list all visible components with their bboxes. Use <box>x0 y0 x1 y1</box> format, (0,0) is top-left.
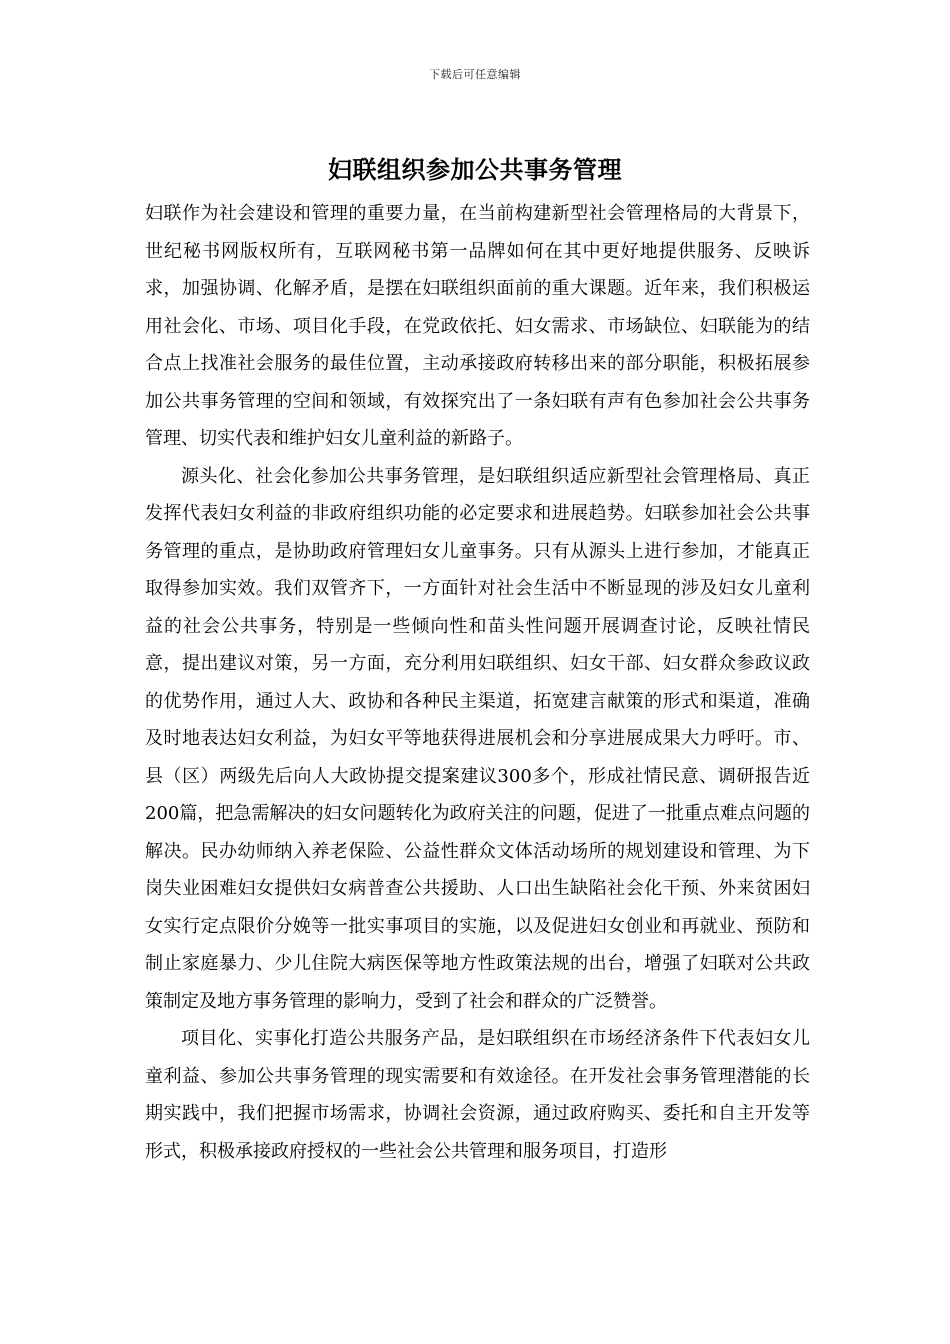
paragraph-project-services: 项目化、实事化打造公共服务产品，是妇联组织在市场经济条件下代表妇女儿童利益、参加公共事务管理的现实需要和有效途径。在开发社会事务管理潜能的长期实践中，我们把握市场需求，协调社会资源，通过政府购买、委托和自主开发等形式，积极承接政府授权的一些社会公共管理和服务项目，打造形 <box>145 1028 810 1162</box>
document-title: 妇联组织参加公共事务管理 <box>328 155 622 184</box>
paragraph-intro: 妇联作为社会建设和管理的重要力量，在当前构建新型社会管理格局的大背景下，世纪秘书网版权所有，互联网秘书第一品牌如何在其中更好地提供服务、反映诉求，加强协调、化解矛盾，是摆在妇联组织面前的重大课题。近年来，我们积极运用社会化、市场、项目化手段，在党政依托、妇女需求、市场缺位、妇联能为的结合点上找准社会服务的最佳位置，主动承接政府转移出来的部分职能，积极拓展参加公共事务管理的空间和领域，有效探究出了一条妇联有声有色参加社会公共事务管理、切实代表和维护妇女儿童利益的新路子。 <box>145 203 810 449</box>
header-note: 下载后可任意编辑 <box>429 68 521 81</box>
document-body <box>145 195 810 1170</box>
paragraph-source-participation: 源头化、社会化参加公共事务管理，是妇联组织适应新型社会管理格局、真正发挥代表妇女利益的非政府组织功能的必定要求和进展趋势。妇联参加社会公共事务管理的重点，是协助政府管理妇女儿童事务。只有从源头上进行参加，才能真正取得参加实效。我们双管齐下，一方面针对社会生活中不断显现的涉及妇女儿童利益的社会公共事务，特别是一些倾向性和苗头性问题开展调查讨论，反映社情民意，提出建议对策，另一方面，充分利用妇联组织、妇女干部、妇女群众参政议政的优势作用，通过人大、政协和各种民主渠道，拓宽建言献策的形式和渠道，准确及时地表达妇女利益，为妇女平等地获得进展机会和分享进展成果大力呼吁。市、县（区）两级先后向人大政协提交提案建议300多个，形成社情民意、调研报告近200篇，把急需解决的妇女问题转化为政府关注的问题，促进了一批重点难点问题的解决。民办幼师纳入养老保险、公益性群众文体活动场所的规划建设和管理、为下岗失业困难妇女提供妇女病普查公共援助、人口出生缺陷社会化干预、外来贫困妇女实行定点限价分娩等一批实事项目的实施，以及促进妇女创业和再就业、预防和制止家庭暴力、少儿住院大病医保等地方性政策法规的出台，增强了妇联对公共政策制定及地方事务管理的影响力，受到了社会和群众的广泛赞誉。 <box>145 465 810 1012</box>
